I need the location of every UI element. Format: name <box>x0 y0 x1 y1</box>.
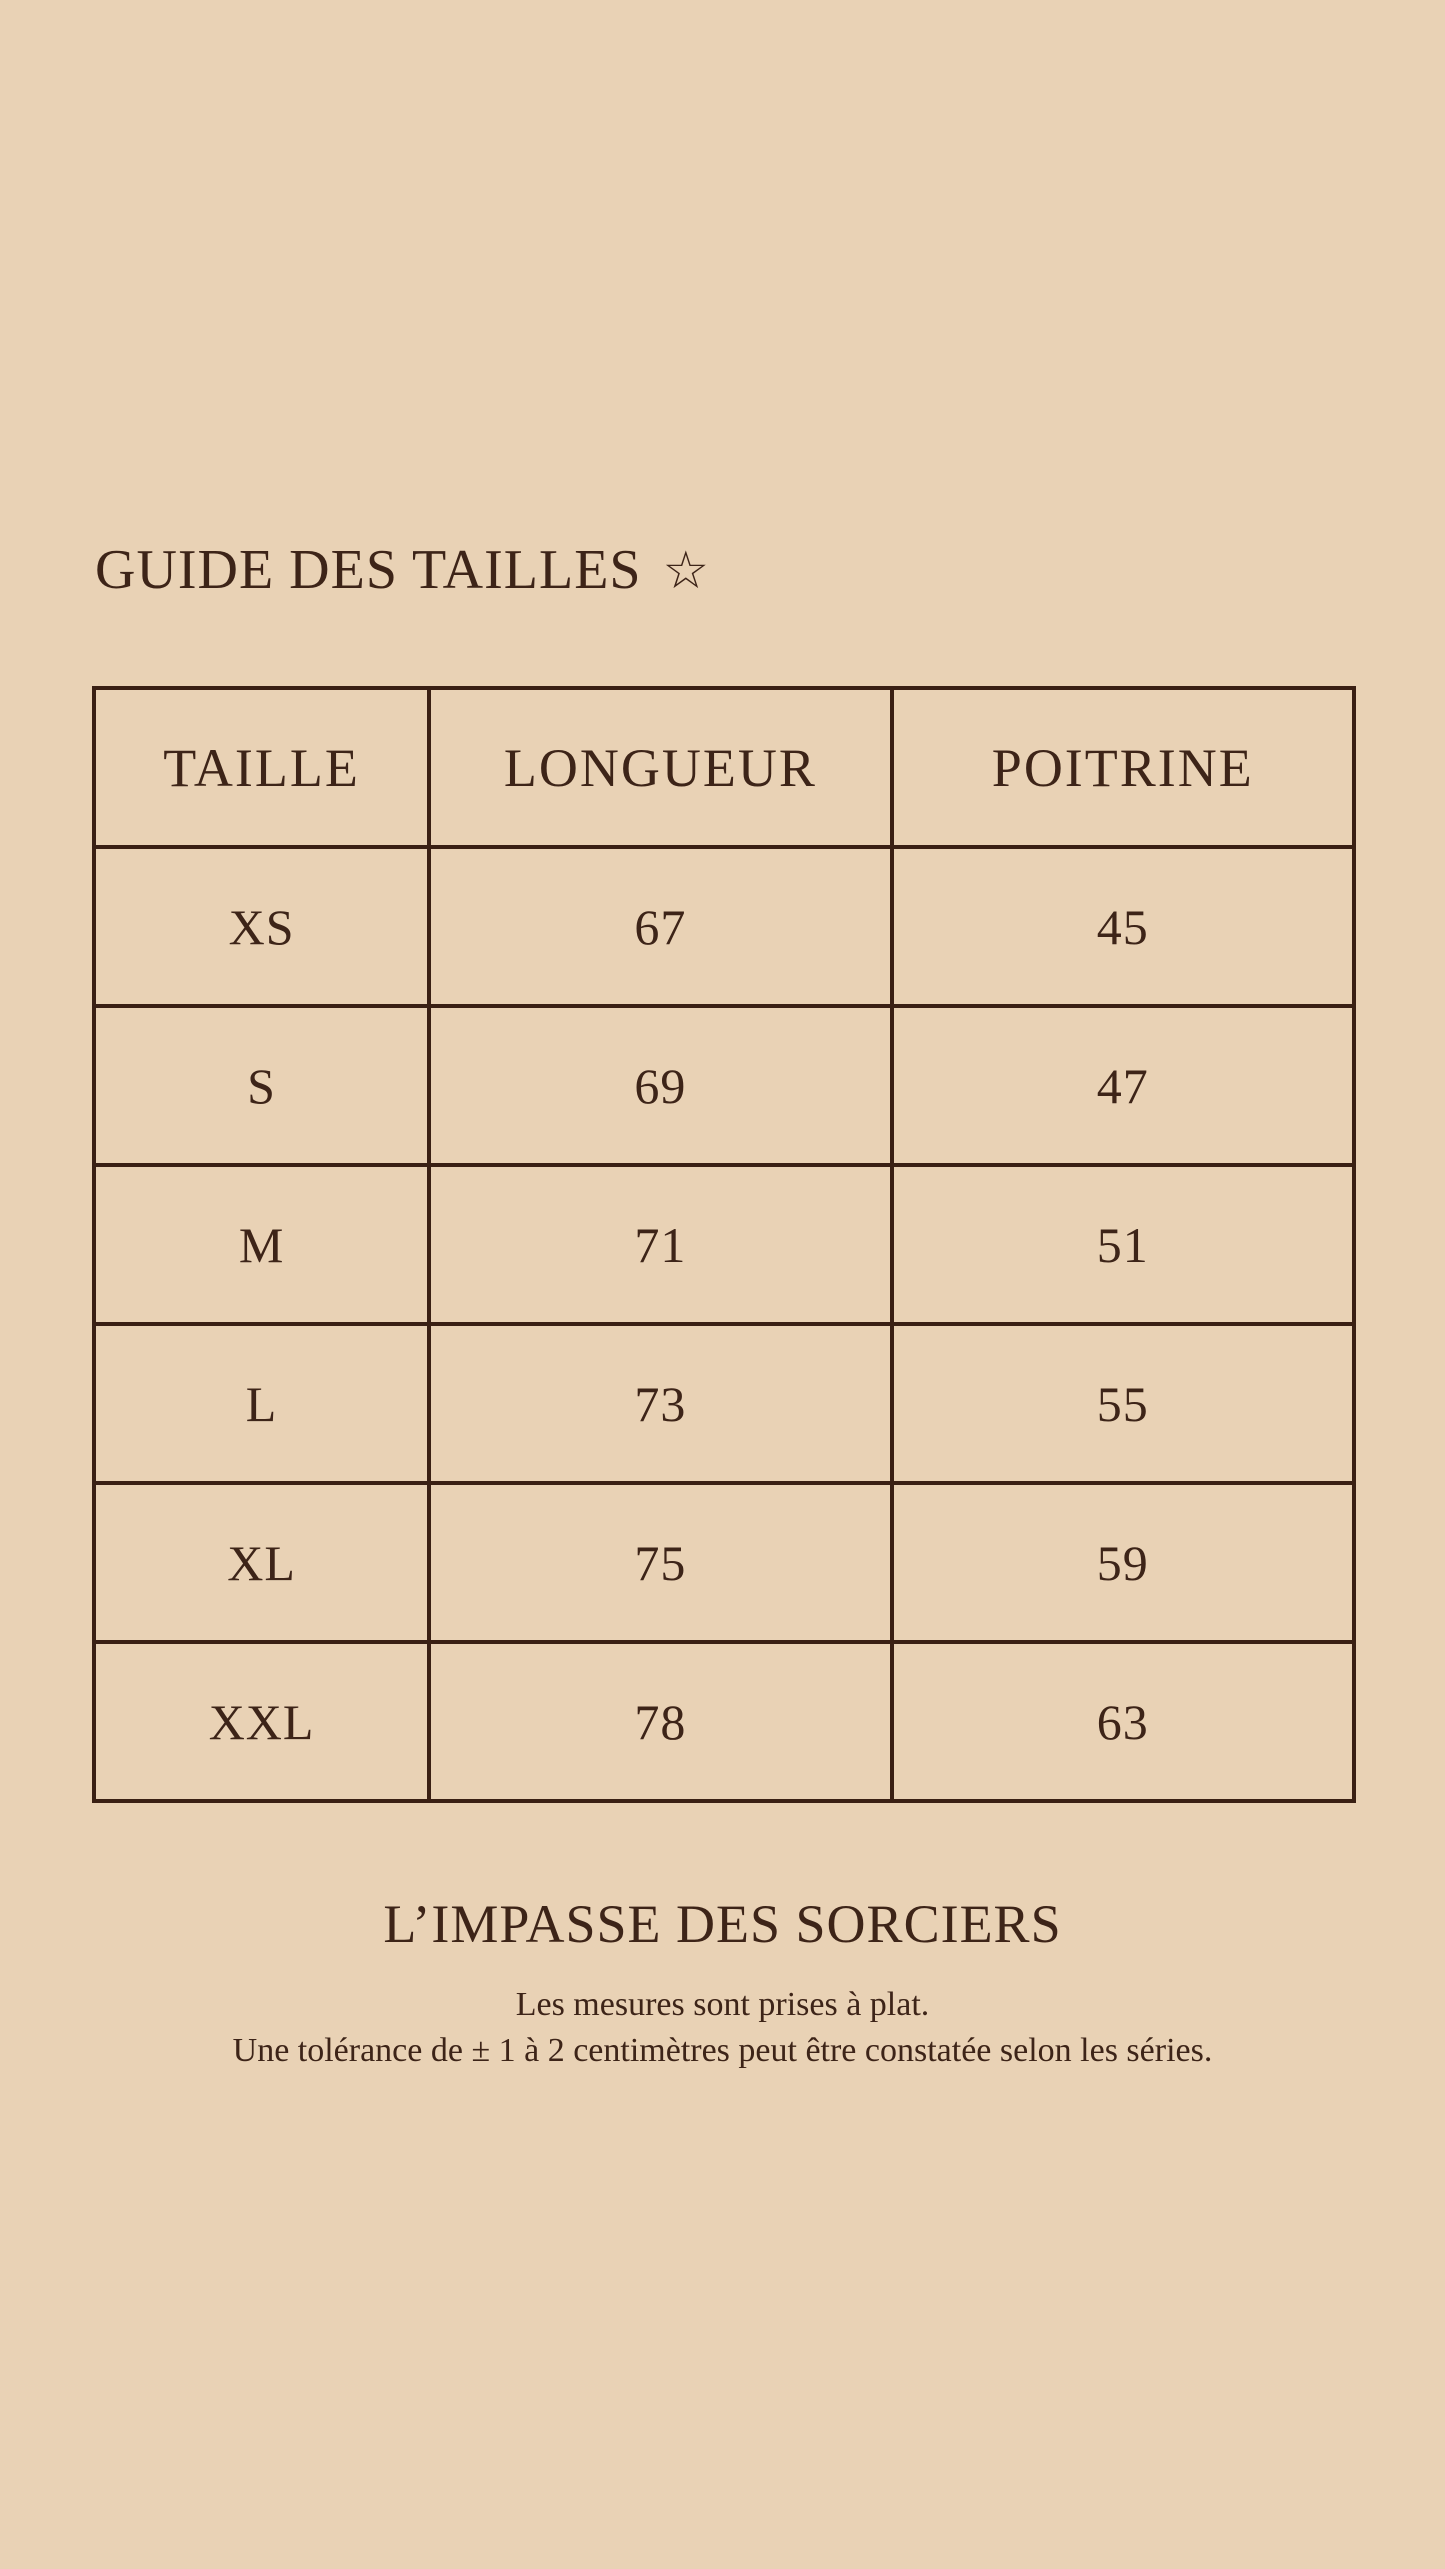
note-line-2: Une tolérance de ± 1 à 2 centimètres peut être constatée selon les séries. <box>232 2032 1213 2069</box>
column-header-taille: TAILLE <box>94 688 429 847</box>
chest-cell: 45 <box>892 847 1354 1006</box>
table-row <box>94 1483 1354 1642</box>
size-cell: XS <box>94 847 429 1006</box>
size-table <box>92 686 1356 1803</box>
table-row <box>94 1642 1354 1801</box>
size-cell: S <box>94 1006 429 1165</box>
length-cell: 71 <box>429 1165 891 1324</box>
column-header-poitrine: POITRINE <box>892 688 1354 847</box>
length-cell: 78 <box>429 1642 891 1801</box>
chest-cell: 59 <box>892 1483 1354 1642</box>
chest-cell: 47 <box>892 1006 1354 1165</box>
column-header-longueur: LONGUEUR <box>429 688 891 847</box>
page-title-text: GUIDE DES TAILLES <box>95 539 642 601</box>
length-cell: 73 <box>429 1324 891 1483</box>
brand-name: L’IMPASSE DES SORCIERS <box>383 1894 1062 1954</box>
chest-cell: 51 <box>892 1165 1354 1324</box>
size-cell: XL <box>94 1483 429 1642</box>
measurement-notes <box>0 1982 1445 2074</box>
length-cell: 75 <box>429 1483 891 1642</box>
length-cell: 69 <box>429 1006 891 1165</box>
page-title <box>95 538 710 602</box>
table-row <box>94 847 1354 1006</box>
table-row <box>94 1006 1354 1165</box>
size-cell: M <box>94 1165 429 1324</box>
size-cell: L <box>94 1324 429 1483</box>
size-cell: XXL <box>94 1642 429 1801</box>
chest-cell: 63 <box>892 1642 1354 1801</box>
table-row <box>94 1165 1354 1324</box>
note-line-1: Les mesures sont prises à plat. <box>515 1986 930 2023</box>
table-header-row <box>94 688 1354 847</box>
chest-cell: 55 <box>892 1324 1354 1483</box>
table-row <box>94 1324 1354 1483</box>
length-cell: 67 <box>429 847 891 1006</box>
star-icon: ☆ <box>662 541 711 601</box>
